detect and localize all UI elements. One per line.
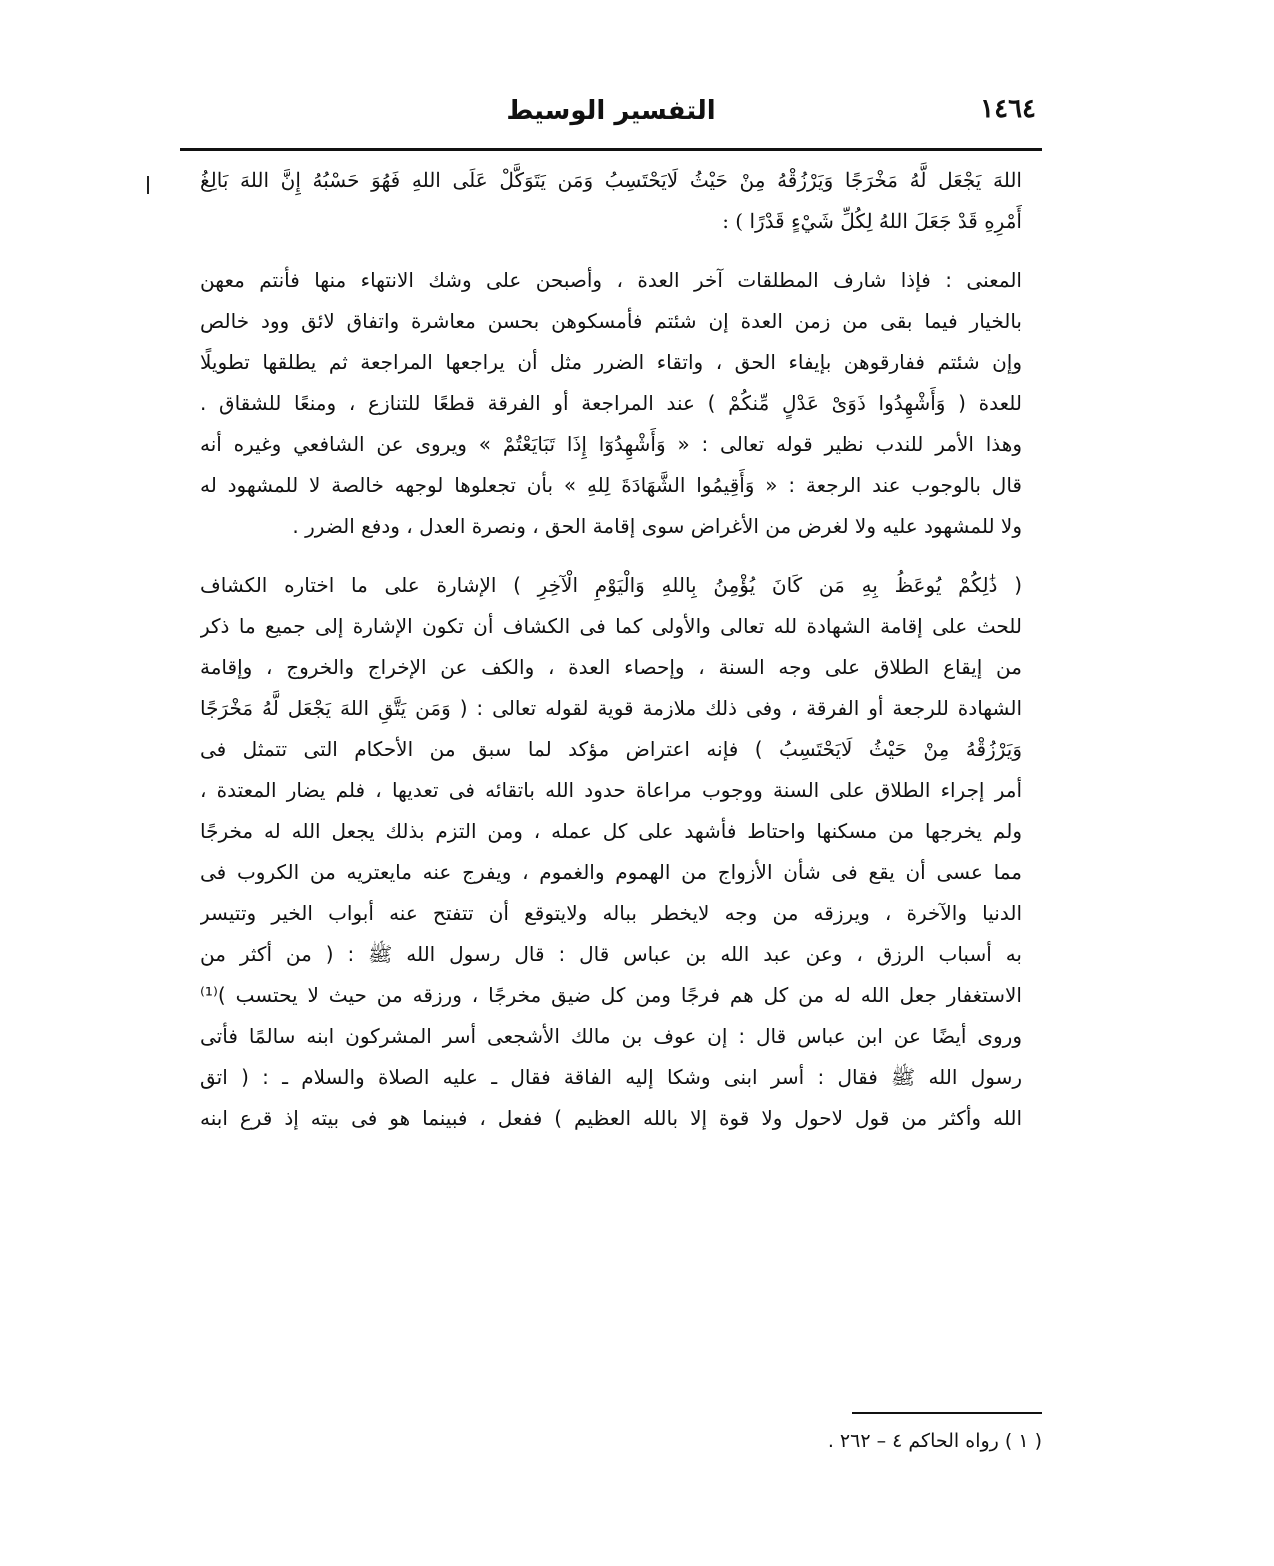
text-line: الله وأكثر من قول لاحول ولا قوة إلا بالله العظيم ) ففعل ، فبينما هو فى بيته إذ قرع ابنه — [200, 1106, 1022, 1130]
text-line: للحث على إقامة الشهادة لله تعالى والأولى كما فى الكشاف أن تكون الإشارة إلى جميع ما ذكر — [200, 614, 1022, 638]
text-line: المعنى : فإذا شارف المطلقات آخر العدة ، وأصبحن على وشك الانتهاء منها فأنتم معهن — [200, 268, 1022, 292]
text-line: ولا للمشهود عليه ولا لغرض من الأغراض سوى إقامة الحق ، ونصرة العدل ، ودفع الضرر . — [292, 514, 1022, 538]
paragraph-gap — [200, 242, 1022, 260]
text-line: ( ذَٰلِكُمْ يُوعَظُ بِهِ مَن كَانَ يُؤْمِنُ بِاللهِ وَالْيَوْمِ الْآخِرِ ) الإشارة على ما اختاره الكشاف — [200, 573, 1022, 597]
text-line: للعدة ( وَأَشْهِدُوا ذَوَىْ عَدْلٍ مِّنكُمْ ) عند المراجعة أو الفرقة قطعًا للتنازع ، ومنعًا للشقاق . — [200, 391, 1022, 415]
text-line: به أسباب الرزق ، وعن عبد الله بن عباس قال : قال رسول الله ﷺ : ( من أكثر من — [200, 942, 1022, 966]
text-line: اللهَ يَجْعَل لَّهُ مَخْرَجًا وَيَرْزُقْهُ مِنْ حَيْثُ لَايَحْتَسِبُ وَمَن يَتَوَكَّلْ عَلَى اللهِ فَهُوَ حَسْبُهُ إِنَّ اللهَ بَالِغُ — [200, 168, 1022, 192]
text-line: بالخيار فيما بقى من زمن العدة إن شئتم فأمسكوهن بحسن معاشرة واتفاق لائق وود خالص — [200, 309, 1022, 333]
paragraph-gap — [200, 547, 1022, 565]
text-line: الدنيا والآخرة ، ويرزقه من وجه لايخطر بباله ولايتوقع أن تتفتح عنه أبواب الخير وتتيسر — [200, 901, 1022, 925]
header-divider — [180, 148, 1042, 151]
text-line: وإن شئتم ففارقوهن بإيفاء الحق ، واتقاء الضرر مثل أن يراجعها المراجعة ثم يطلقها تطويلًا — [200, 350, 1022, 374]
text-line: ولم يخرجها من مسكنها واحتاط فأشهد على كل عمله ، ومن التزم بذلك يجعل الله له مخرجًا — [200, 819, 1022, 843]
text-line: وروى أيضًا عن ابن عباس قال : إن عوف بن مالك الأشجعى أسر المشركون ابنه سالمًا فأتى — [200, 1024, 1022, 1048]
book-title: التفسير الوسيط — [506, 96, 716, 126]
page-header — [180, 90, 1042, 142]
text-line: وَيَرْزُقْهُ مِنْ حَيْثُ لَايَحْتَسِبُ ) فإنه اعتراض مؤكد لما سبق من الأحكام التى تتمثل فى — [200, 737, 1022, 761]
text-line: أَمْرِهِ قَدْ جَعَلَ اللهُ لِكُلِّ شَيْءٍ قَدْرًا ) : — [722, 209, 1022, 233]
text-line: وهذا الأمر للندب نظير قوله تعالى : « وَأَشْهِدُوٓا إِذَا تَبَايَعْتُمْ » ويروى عن الشافعي وغيره أنه — [200, 432, 1022, 456]
footnote: ( ١ ) رواه الحاكم ٤ – ٢٦٢ . — [827, 1430, 1042, 1452]
text-line: مما عسى أن يقع فى شأن الأزواج من الهموم والغموم ، ويفرج عنه مايعتريه من الكروب فى — [200, 860, 1022, 884]
body-text — [200, 160, 1022, 1380]
footnote-divider — [852, 1412, 1042, 1414]
text-line: رسول الله ﷺ فقال : أسر ابنى وشكا إليه الفاقة فقال ـ عليه الصلاة والسلام ـ : ( اتق — [200, 1065, 1022, 1089]
text-line: الاستغفار جعل الله له من كل هم فرجًا ومن كل ضيق مخرجًا ، ورزقه من حيث لا يحتسب )⁽¹⁾ — [200, 983, 1022, 1007]
text-line: أمر إجراء الطلاق على السنة ووجوب مراعاة حدود الله باتقائه فى تعديها ، فلم يضار المعتدة ، — [200, 778, 1022, 802]
page-number: ١٤٦٤ — [980, 94, 1036, 124]
text-line: قال بالوجوب عند الرجعة : « وَأَقِيمُوا الشَّهَادَةَ لِلهِ » بأن تجعلوها لوجهه خالصة لا للمشهود له — [200, 473, 1022, 497]
margin-mark — [147, 176, 149, 194]
text-line: من إيقاع الطلاق على وجه السنة ، وإحصاء العدة ، والكف عن الإخراج والخروج ، وإقامة — [200, 655, 1022, 679]
text-line: الشهادة للرجعة أو الفرقة ، وفى ذلك ملازمة قوية لقوله تعالى : ( وَمَن يَتَّقِ اللهَ يَجْعَل لَّهُ مَخْرَجًا — [200, 696, 1022, 720]
